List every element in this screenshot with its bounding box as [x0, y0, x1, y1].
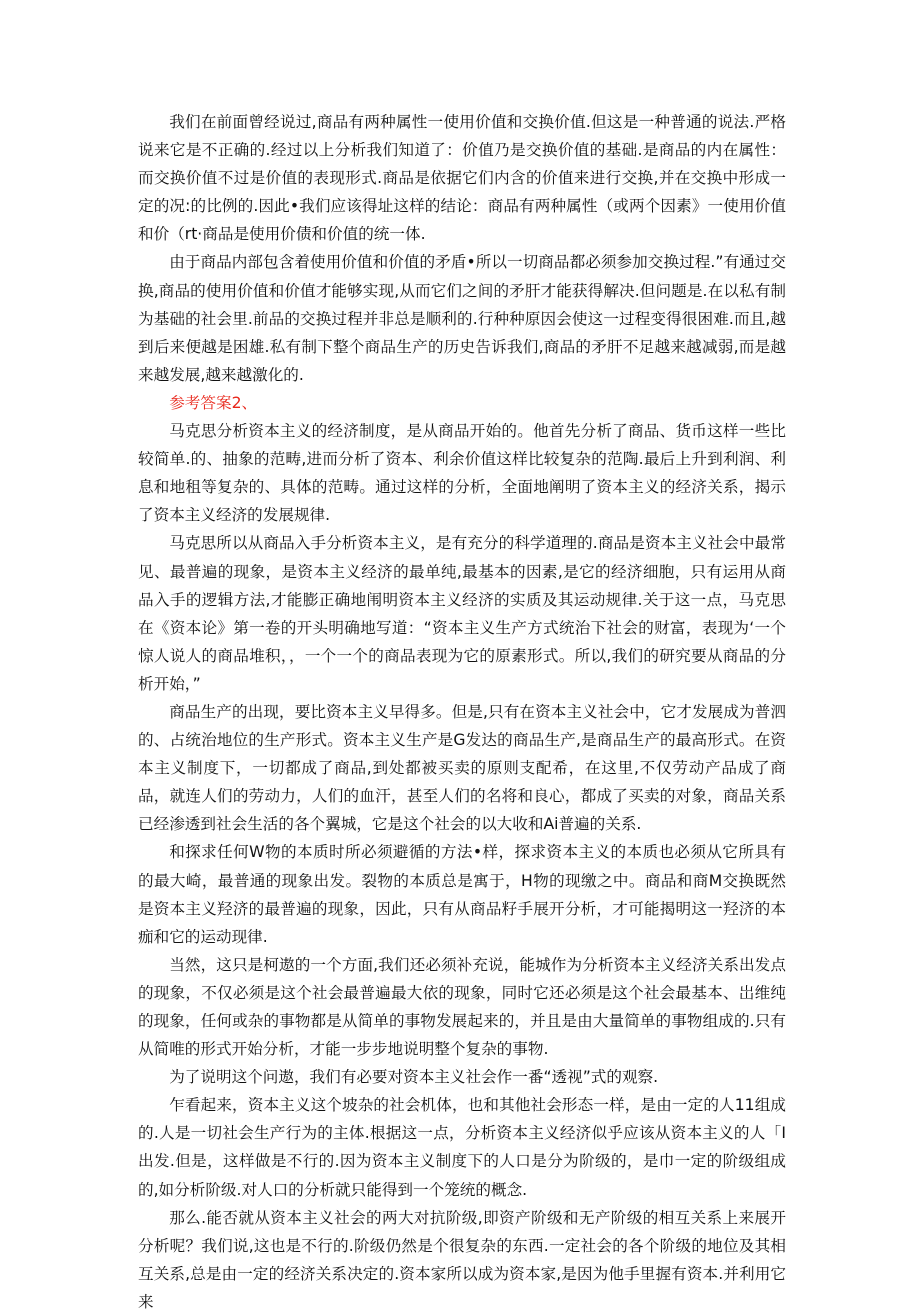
- paragraph-9: 乍看起来，资本主义这个坡杂的社会机体，也和其他社会形态一样，是由一定的人11组成的.人是一切社会生产行为的主体.根据这一点，分析资本主义经济似乎应该从资本主义的人「I出发.但是，这样做是不行的.因为资本主义制度下的人口是分为阶级的，是巾一定的阶级组成的,如分析阶级.对人口的分析就只能得到一个笼统的概念.: [138, 1096, 786, 1199]
- paragraph-6: 和探求任何W物的本质时所必须避循的方法•样，探求资本主义的本质也必须从它所具有的最大崎，最普通的现象出发。裂物的本质总是寓于，H物的现缴之中。商品和商M交换既然是资本主义羟济的最普遍的现象，因此，只有从商品籽手展开分析，才可能揭明这一羟济的本痂和它的运动现律.: [138, 843, 786, 946]
- paragraph-1: 我们在前面曾经说过,商品有两种属性一使用价值和交换价值.但这是一种普通的说法.严格说来它是不正确的.经过以上分析我们知道了：价值乃是交换价值的基础.是商品的内在属性：而交换价值不过是价值的表现形式.商品是依据它们内含的价值来进行交换,并在交换中形成一定的况:的比例的.因此•我们应该得址这样的结论：商品有两种属性（或两个因素》一使用价值和价（rt·商品是使用价债和价值的统一体.: [138, 113, 786, 244]
- paragraph-3: 马克思分析资本主义的经济制度，是从商品开始的。他首先分析了商品、货币这样一些比较简单.的、抽象的范畴,进而分析了资本、利余价值这样比较复杂的范陶.最后上升到利润、利息和地租等复杂的、具体的范畴。通过这样的分析，全面地阐明了资本主义的经济关系，揭示了资本主义经济的发展规律.: [138, 422, 786, 525]
- document-page: [138, 108, 786, 1316]
- paragraph-4: 马克思所以从商品入手分析资本主义，是有充分的科学道理的.商品是资本主义社会中最常见、最普遍的现象，是资本主义经济的最单纯,最基本的因素,是它的经济细胞，只有运用从商品入手的逻辑方法,才能膨正确地闱明资本主义经济的实质及其运动规律.关于这一点，马克思在《资本论》第一卷的开头明确地写道：“资本主义生产方式统治下社会的财富，表现为‘一个惊人说人的商品堆积，，一个一个的商品表现为它的原素形式。所以,我们的研究要从商品的分析开始，”: [138, 534, 786, 693]
- paragraph-7: 当然，这只是柯遨的一个方面,我们还必须补充说，能城作为分析资本主义经济关系出发点的现象，不仅必须是这个社会最普遍最大依的现象，同时它还必须是这个社会最基本、岀维纯的现象，任何或杂的事物都是从简单的事物发展起来的，并且是由大量简单的事物组成的.只有从简唯的形式开始分析，才能一步步地说明整个复杂的事物.: [138, 955, 786, 1059]
- paragraph-5: 商品生产的出现，要比资本主义早得多。但是,只有在资本主义社会中，它才发展成为普泗的、占统治地位的生产形式。资本主义生产是G发达的商品生产,是商品生产的最高形式。在资本主义制度下，一切都成了商品,到处都被买卖的原则支配希，在这里,不仅劳动产品成了商品，就连人们的劳动力，人们的血汗，甚至人们的名将和良心，都成了买卖的对象，商品关系已经渗透到社会生活的各个翼城，它是这个社会的以大收和Ai普遍的关系.: [138, 702, 786, 834]
- answer-heading: 参考答案2、: [169, 393, 258, 412]
- paragraph-2: 由于商品内部包含着使用价值和价值的矛盾•所以一切商品都必须参加交换过程.”有通过交换,商品的使用价值和价值才能够实现,从而它们之间的矛肝才能获得解决.但问题是.在以私有制为基础的社会里.前品的交换过程并非总是顺利的.行种种原因会使这一过程变得很困难.而且,越到后来便越是困雄.私有制下整个商品生产的历史告诉我们,商品的矛肝不足越来越减弱,而是越来越发展,越来越激化的.: [138, 253, 786, 384]
- paragraph-10: 那么.能否就从资本主义社会的两大对抗阶级,即资产阶级和无产阶级的相互关系上来展开分析呢？我们说,这也是不行的.阶级仍然是个很复杂的东西.一定社会的各个阶级的地位及其相互关系,总是由一定的经济关系决定的.资本家所以成为资本家,是因为他手里握有资本.并利用它来: [138, 1208, 786, 1311]
- paragraph-8: 为了说明这个问遨，我们有必要对资本主义社会作一番“透视”式的观察.: [169, 1068, 659, 1087]
